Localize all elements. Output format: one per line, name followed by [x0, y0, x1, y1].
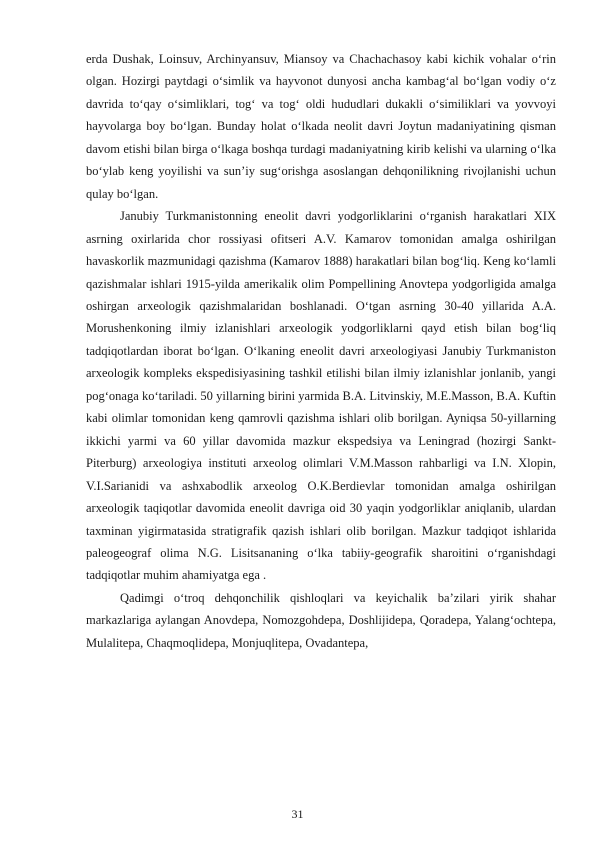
page-number: 31 — [291, 807, 304, 821]
paragraph-oases-description: erda Dushak, Loinsuv, Archinyansuv, Miansoy va Chachachasoy kabi kichik vohalar o‘rin olgan. Hozirgi paytdagi o‘simlik va hayvonot dunyosi ancha kambag‘al bo‘lgan vodiy o‘z davrida to‘qay o‘simliklari, tog‘ va tog‘ oldi hududlari dukakli o‘similiklari va yovvoyi hayvolarga boy bo‘lgan. Bunday holat o‘lkada neolit davri Joytun madaniyatining qisman davom etishi bilan birga o‘lkaga boshqa turdagi madaniyatning kirib kelishi va ularning o‘lka bo‘ylab keng yoyilishi va sun’iy sug‘orishga asoslangan dehqonilikning rivojlanishi uchun qulay bo‘lgan. — [86, 52, 556, 201]
document-page — [86, 48, 556, 654]
paragraph-research-history: Janubiy Turkmanistonning eneolit davri yodgorliklarini o‘rganish harakatlari XIX asrning oxirlarida chor rossiyasi ofitseri A.V. Kamarov tomonidan amalga oshirilgan havaskorlik mazmunidagi qazishma (Kamarov 1888) harakatlari bilan bog‘liq. Keng ko‘lamli qazishmalar ishlari 1915-yilda amerikalik olim Pompellining Anovtepa yodgorligida amalga oshirgan arxeologik qazishmalaridan boshlanadi. O‘tgan asrning 30-40 yillarida A.A. Morushenkoning ilmiy izlanishlari arxeologik yodgorliklarni qayd etish bilan bog‘liq tadqiqotlardan iborat bo‘lgan. O‘lkaning eneolit davri arxeologiyasi Janubiy Turkmaniston arxeologik kompleks ekspedisiyasining tashkil etilishi bilan ilmiy izlanishlar jonlanib, yangi pog‘onaga ko‘tariladi. 50 yillarning birini yarmida B.A. Litvinskiy, M.E.Masson, B.A. Kuftin kabi olimlar tomonidan keng qamrovli qazishma ishlari olib borilgan. Ayniqsa 50-yillarning ikkichi yarmi va 60 yillar davomida mazkur ekspedsiya va Leningrad (hozirgi Sankt-Piterburg) arxeologiya instituti arxeolog olimlari V.M.Masson rahbarligi va I.N. Xlopin, V.I.Sarianidi va ashxabodlik arxeolog O.K.Berdievlar tomonidan amalga oshirilgan arxeologik taqiqotlar davomida eneolit davriga oid 30 yaqin yodgorliklar aniqlanib, ulardan taxminan yigirmatasida stratigrafik qazish ishlari olib borilgan. Mazkur tadqiqot ishlarida paleogeograf olima N.G. Lisitsananing o‘lka tabiiy-geografik sharoitini o‘rganishdagi tadqiqotlar muhim ahamiyatga ega . — [86, 209, 556, 583]
paragraph-settlements-list: Qadimgi o‘troq dehqonchilik qishloqlari va keyichalik ba’zilari yirik shahar markazlariga aylangan Anovdepa, Nomozgohdepa, Doshlijidepa, Qoradepa, Yalang‘ochtepa, Mulalitepa, Chaqmoqlidepa, Monjuqlitepa, Ovadantepa, — [86, 590, 556, 650]
